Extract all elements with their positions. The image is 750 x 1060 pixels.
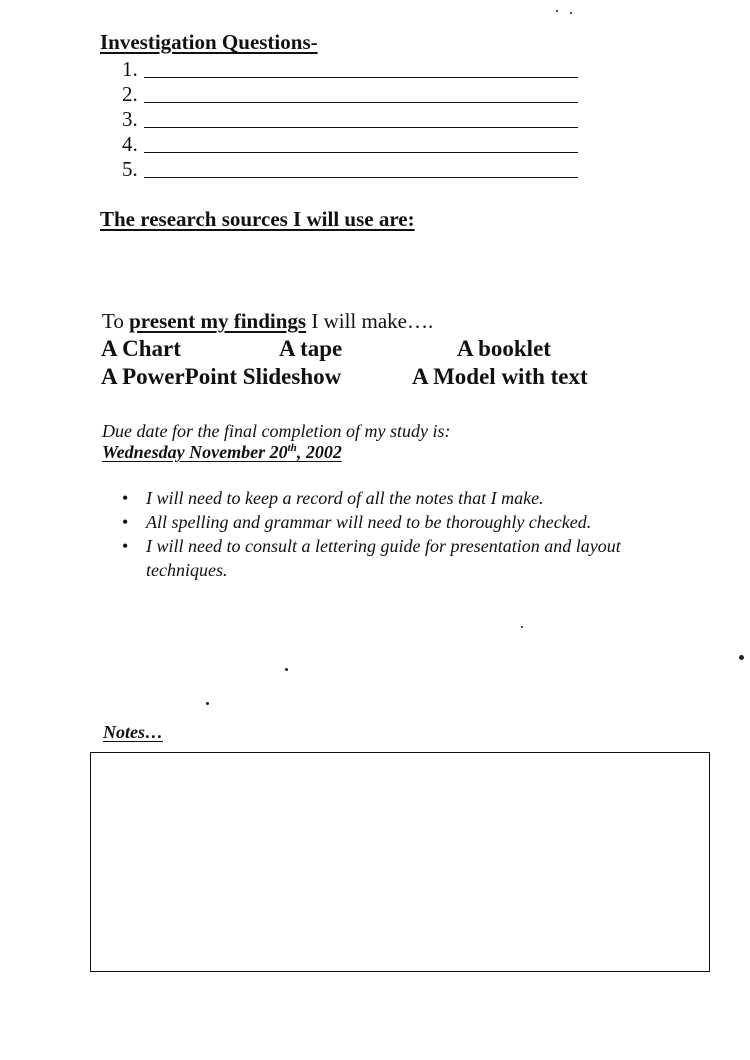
presentation-intro (102, 309, 433, 334)
question-number: 1. (122, 57, 138, 81)
investigation-title: Investigation Questions- (100, 30, 318, 54)
option-chart: A Chart (101, 336, 181, 361)
option-powerpoint: A PowerPoint Slideshow (101, 364, 342, 389)
answer-line (144, 176, 578, 178)
list-item: • I will need to consult a lettering guide for presentation and layout techniques. (118, 534, 638, 582)
notes-title: Notes… (103, 722, 163, 742)
question-number: 3. (122, 107, 138, 131)
question-5 (122, 155, 578, 180)
question-number: 4. (122, 132, 138, 156)
answer-line (144, 126, 578, 128)
research-title: The research sources I will use are: (100, 207, 415, 231)
question-number: 5. (122, 157, 138, 181)
intro-underlined: present my findings (129, 309, 307, 333)
option-booklet: A booklet (457, 336, 551, 361)
question-number: 2. (122, 82, 138, 106)
intro-prefix: To (102, 309, 130, 333)
answer-line (144, 151, 578, 153)
due-date-main: Wednesday November 20 (102, 442, 288, 462)
intro-suffix: I will make…. (306, 309, 434, 333)
due-date (102, 442, 342, 463)
instruction-list (118, 486, 638, 582)
option-tape: A tape (279, 336, 343, 361)
scan-speck (521, 626, 523, 628)
answer-line (144, 76, 578, 78)
scan-speck (285, 668, 288, 671)
answer-line (144, 101, 578, 103)
question-3 (122, 105, 578, 130)
scan-speck (739, 655, 744, 660)
option-model: A Model with text (412, 364, 588, 389)
list-item: • I will need to keep a record of all the notes that I make. (118, 486, 638, 510)
scan-speck (570, 12, 572, 14)
question-1 (122, 55, 578, 80)
notes-box (90, 752, 710, 972)
scan-speck (206, 702, 209, 705)
due-date-year: , 2002 (296, 442, 342, 462)
list-item: • All spelling and grammar will need to be thoroughly checked. (118, 510, 638, 534)
question-4 (122, 130, 578, 155)
due-date-sup: th (287, 442, 297, 454)
scan-speck (556, 10, 558, 12)
question-2 (122, 80, 578, 105)
due-label: Due date for the final completion of my study is: (102, 421, 451, 441)
